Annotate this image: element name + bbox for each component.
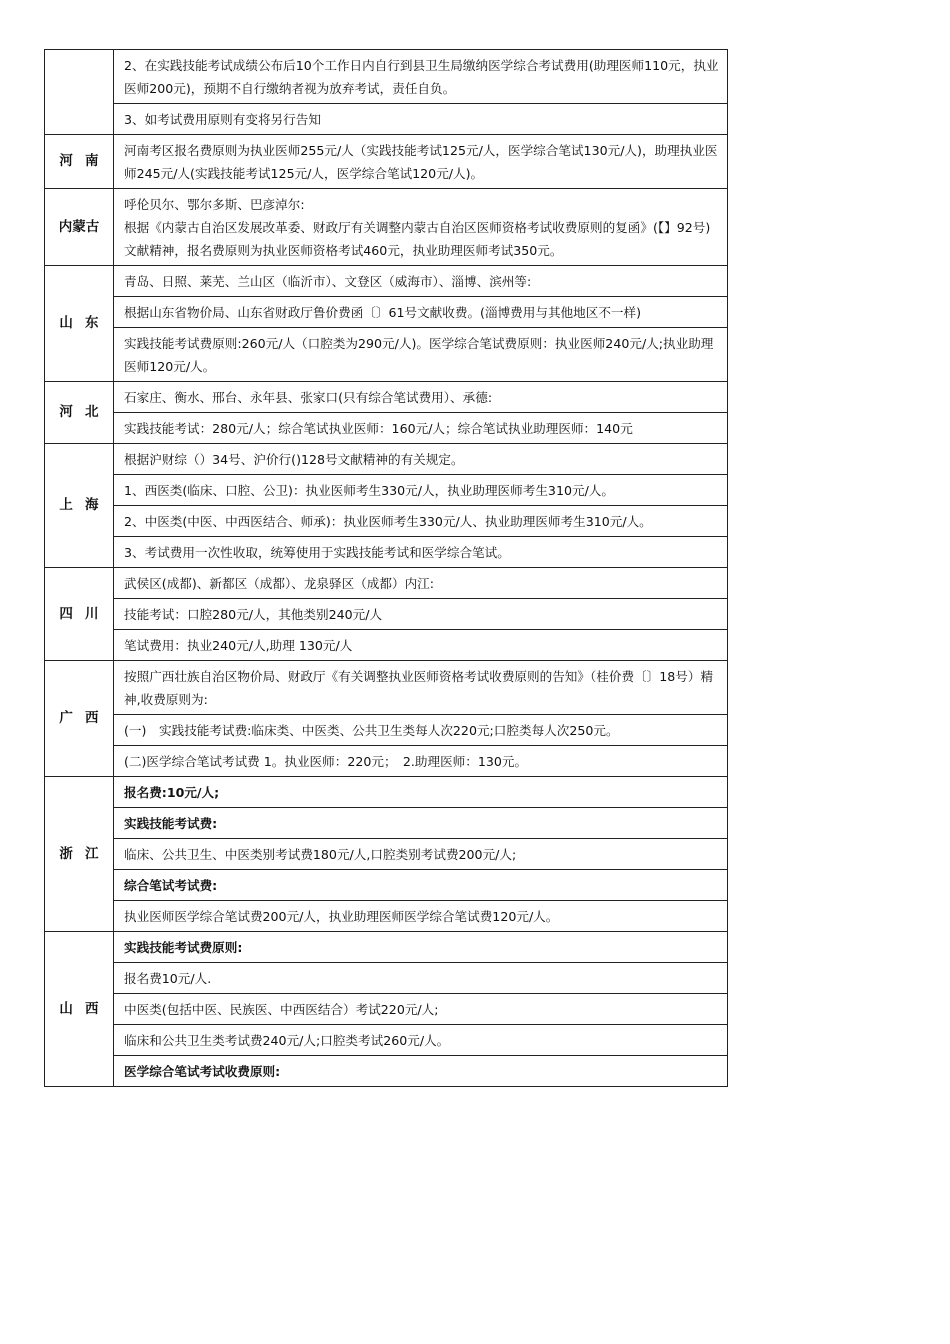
- region-name-cell: 四川: [45, 568, 114, 661]
- table-row: [45, 382, 728, 413]
- fee-detail-cell: (一) 实践技能考试费:临床类、中医类、公共卫生类每人次220元;口腔类每人次250元。: [114, 715, 728, 746]
- fee-detail-cell: 临床和公共卫生类考试费240元/人;口腔类考试260元/人。: [114, 1025, 728, 1056]
- table-row: [45, 266, 728, 297]
- table-row: [45, 963, 728, 994]
- table-row: [45, 1025, 728, 1056]
- table-row: [45, 630, 728, 661]
- table-row: [45, 839, 728, 870]
- table-row: [45, 808, 728, 839]
- table-row: [45, 50, 728, 104]
- table-row: [45, 661, 728, 715]
- fee-detail-cell: 3、考试费用一次性收取，统筹使用于实践技能考试和医学综合笔试。: [114, 537, 728, 568]
- fee-detail-cell: 笔试费用：执业240元/人,助理 130元/人: [114, 630, 728, 661]
- table-row: [45, 777, 728, 808]
- fee-detail-cell: 按照广西壮族自治区物价局、财政厅《有关调整执业医师资格考试收费原则的告知》（桂价费〔〕18号）精神,收费原则为:: [114, 661, 728, 715]
- region-name-cell: 山西: [45, 932, 114, 1087]
- table-row: [45, 715, 728, 746]
- region-name-cell: 河南: [45, 135, 114, 189]
- fee-detail-cell: 实践技能考试费原则:: [114, 932, 728, 963]
- fee-detail-cell: 根据沪财综（）34号、沪价行()128号文献精神的有关规定。: [114, 444, 728, 475]
- fee-detail-cell: 综合笔试考试费:: [114, 870, 728, 901]
- table-row: [45, 994, 728, 1025]
- fee-detail-cell: 2、中医类(中医、中西医结合、师承)：执业医师考生330元/人、执业助理医师考生310元/人。: [114, 506, 728, 537]
- fee-detail-cell: 1、西医类(临床、口腔、公卫)：执业医师考生330元/人，执业助理医师考生310元/人。: [114, 475, 728, 506]
- table-row: [45, 189, 728, 266]
- fee-detail-cell: (二)医学综合笔试考试费 1。执业医师：220元； 2.助理医师：130元。: [114, 746, 728, 777]
- region-name-cell: 山东: [45, 266, 114, 382]
- table-row: [45, 870, 728, 901]
- table-row: [45, 746, 728, 777]
- region-name-cell: [45, 50, 114, 135]
- table-row: [45, 568, 728, 599]
- fee-detail-cell: 报名费:10元/人;: [114, 777, 728, 808]
- fee-detail-cell: 呼伦贝尔、鄂尔多斯、巴彦淖尔: 根据《内蒙古自治区发展改革委、财政厅有关调整内蒙古自治区医师资格考试收费原则的复函》(【】92号)文献精神，报名费原则为执业医师资格考试460元，执业助理医师考试350元。: [114, 189, 728, 266]
- table-row: [45, 297, 728, 328]
- table-row: [45, 413, 728, 444]
- table-row: [45, 599, 728, 630]
- fee-detail-cell: 3、如考试费用原则有变将另行告知: [114, 104, 728, 135]
- table-row: [45, 475, 728, 506]
- table-row: [45, 932, 728, 963]
- table-row: [45, 506, 728, 537]
- fee-detail-cell: 临床、公共卫生、中医类别考试费180元/人,口腔类别考试费200元/人;: [114, 839, 728, 870]
- table-row: [45, 328, 728, 382]
- table-row: [45, 537, 728, 568]
- fee-detail-cell: 医学综合笔试考试收费原则:: [114, 1056, 728, 1087]
- table-row: [45, 104, 728, 135]
- fee-detail-cell: 报名费10元/人.: [114, 963, 728, 994]
- fee-detail-cell: 武侯区(成都)、新都区（成都）、龙泉驿区（成都）内江:: [114, 568, 728, 599]
- region-name-cell: 广西: [45, 661, 114, 777]
- fee-table: [44, 49, 728, 1087]
- fee-table-body: [45, 50, 728, 1087]
- region-name-cell: 上海: [45, 444, 114, 568]
- fee-detail-cell: 河南考区报名费原则为执业医师255元/人（实践技能考试125元/人，医学综合笔试130元/人)，助理执业医师245元/人(实践技能考试125元/人，医学综合笔试120元/人)。: [114, 135, 728, 189]
- fee-detail-cell: 中医类(包括中医、民族医、中西医结合）考试220元/人;: [114, 994, 728, 1025]
- fee-detail-cell: 根据山东省物价局、山东省财政厅鲁价费函〔〕61号文献收费。(淄博费用与其他地区不一样): [114, 297, 728, 328]
- fee-detail-cell: 2、在实践技能考试成绩公布后10个工作日内自行到县卫生局缴纳医学综合考试费用(助理医师110元，执业医师200元)，预期不自行缴纳者视为放弃考试，责任自负。: [114, 50, 728, 104]
- fee-detail-cell: 技能考试：口腔280元/人，其他类别240元/人: [114, 599, 728, 630]
- region-name-cell: 河北: [45, 382, 114, 444]
- fee-detail-cell: 实践技能考试：280元/人；综合笔试执业医师：160元/人；综合笔试执业助理医师：140元: [114, 413, 728, 444]
- table-row: [45, 444, 728, 475]
- region-name-cell: 内蒙古: [45, 189, 114, 266]
- table-row: [45, 901, 728, 932]
- fee-detail-cell: 石家庄、衡水、邢台、永年县、张家口(只有综合笔试费用）、承德:: [114, 382, 728, 413]
- region-name-cell: 浙江: [45, 777, 114, 932]
- fee-detail-cell: 青岛、日照、莱芜、兰山区（临沂市）、文登区（威海市）、淄博、滨州等:: [114, 266, 728, 297]
- fee-detail-cell: 执业医师医学综合笔试费200元/人，执业助理医师医学综合笔试费120元/人。: [114, 901, 728, 932]
- fee-detail-cell: 实践技能考试费原则:260元/人（口腔类为290元/人)。医学综合笔试费原则：执业医师240元/人;执业助理医师120元/人。: [114, 328, 728, 382]
- table-row: [45, 1056, 728, 1087]
- fee-detail-cell: 实践技能考试费:: [114, 808, 728, 839]
- table-row: [45, 135, 728, 189]
